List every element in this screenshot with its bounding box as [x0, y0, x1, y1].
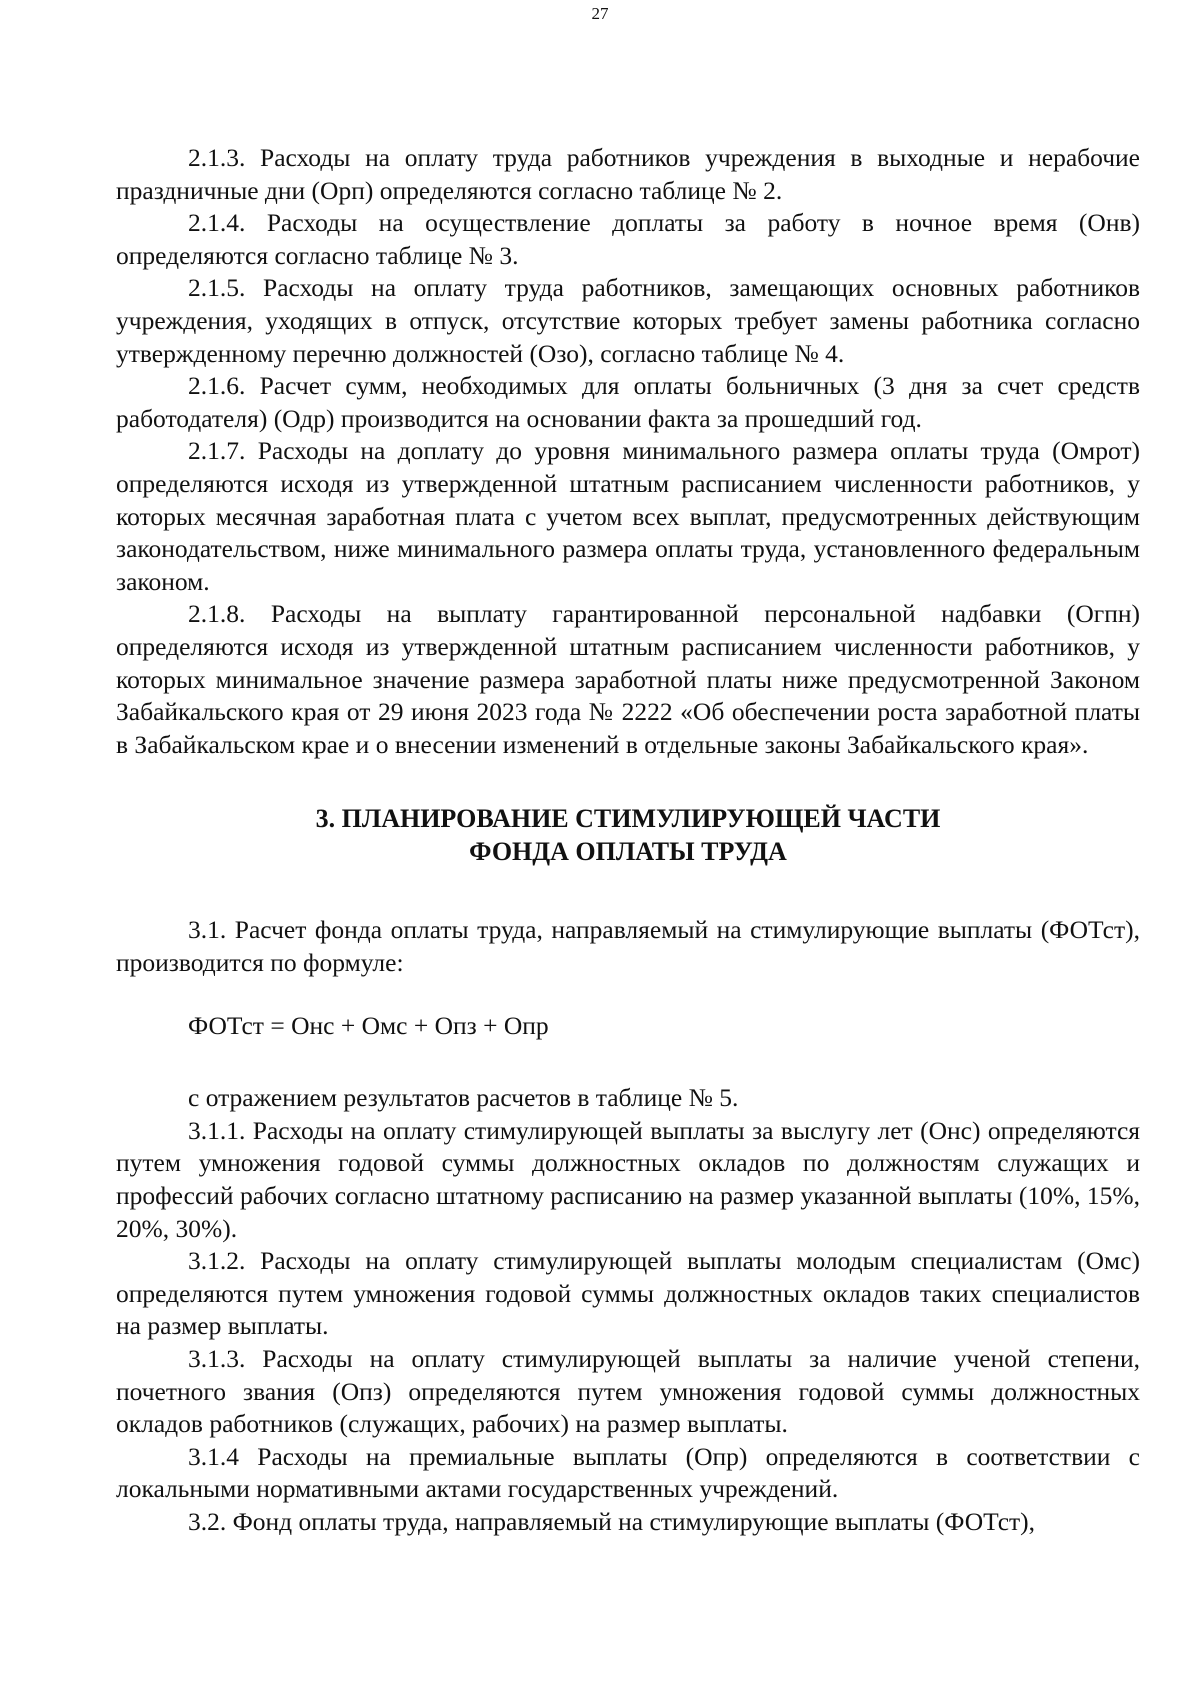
paragraph-3-1-4: 3.1.4 Расходы на премиальные выплаты (Опр) определяются в соответствии с локальными нормативными актами государственных учреждений.	[116, 1441, 1140, 1504]
paragraph-2-1-5: 2.1.5. Расходы на оплату труда работников, замещающих основных работников учреждения, уходящих в отпуск, отсутствие которых требует замены работника согласно утвержденному перечню должностей (Озо), согласно таблице № 4.	[116, 273, 1140, 368]
page-number: 27	[591, 4, 609, 23]
paragraph-2-1-3: 2.1.3. Расходы на оплату труда работников учреждения в выходные и нерабочие праздничные дни (Орп) определяются согласно таблице № 2.	[116, 143, 1140, 205]
paragraph-2-1-6: 2.1.6. Расчет сумм, необходимых для оплаты больничных (3 дня за счет средств работодателя) (Одр) производится на основании факта за прошедший год.	[116, 371, 1140, 433]
paragraph-3-2: 3.2. Фонд оплаты труда, направляемый на стимулирующие выплаты (ФОТст),	[188, 1506, 1036, 1536]
paragraph-2-1-8: 2.1.8. Расходы на выплату гарантированной персональной надбавки (Огпн) определяются исходя из утвержденной штатным расписанием численности работников, у которых минимальное значение размера заработной платы ниже предусмотренной Законом Забайкальского края от 29 июня 2023 года № 2222 «Об обеспечении роста заработной платы в Забайкальском крае и о внесении изменений в отдельные законы Забайкальского края».	[116, 599, 1140, 759]
paragraph-3-1-3: 3.1.3. Расходы на оплату стимулирующей выплаты за наличие ученой степени, почетного звания (Опз) определяются путем умножения годовой суммы должностных окладов работников (служащих, рабочих) на размер выплаты.	[116, 1344, 1140, 1439]
paragraph-3-1-2: 3.1.2. Расходы на оплату стимулирующей выплаты молодым специалистам (Омс) определяются путем умножения годовой суммы должностных окладов таких специалистов на размер выплаты.	[116, 1246, 1140, 1341]
paragraph-2-1-4: 2.1.4. Расходы на осуществление доплаты за работу в ночное время (Онв) определяются согласно таблице № 3.	[116, 208, 1140, 270]
section-heading-line-1: 3. ПЛАНИРОВАНИЕ СТИМУЛИРУЮЩЕЙ ЧАСТИ	[315, 804, 941, 834]
paragraph-3-1: 3.1. Расчет фонда оплаты труда, направляемый на стимулирующие выплаты (ФОТст), производится по формуле:	[116, 915, 1140, 978]
paragraph-2-1-7: 2.1.7. Расходы на доплату до уровня минимального размера оплаты труда (Омрот) определяются исходя из утвержденной штатным расписанием численности работников, у которых месячная заработная плата с учетом всех выплат, предусмотренных действующим законодательством, ниже минимального размера оплаты труда, установленного федеральным законом.	[116, 436, 1140, 596]
section-heading-line-2: ФОНДА ОПЛАТЫ ТРУДА	[469, 836, 787, 866]
paragraph-3-1-1: 3.1.1. Расходы на оплату стимулирующей выплаты за выслугу лет (Онс) определяются путем умножения годовой суммы должностных окладов по должностям служащих и профессий рабочих согласно штатному расписанию на размер указанной выплаты (10%, 15%, 20%, 30%).	[116, 1115, 1140, 1243]
section-heading	[116, 803, 1140, 868]
paragraph-table-reference: с отражением результатов расчетов в таблице № 5.	[188, 1083, 739, 1113]
document-body	[116, 142, 1140, 1539]
formula: ФОТст = Онс + Омс + Опз + Опр	[188, 1010, 549, 1040]
